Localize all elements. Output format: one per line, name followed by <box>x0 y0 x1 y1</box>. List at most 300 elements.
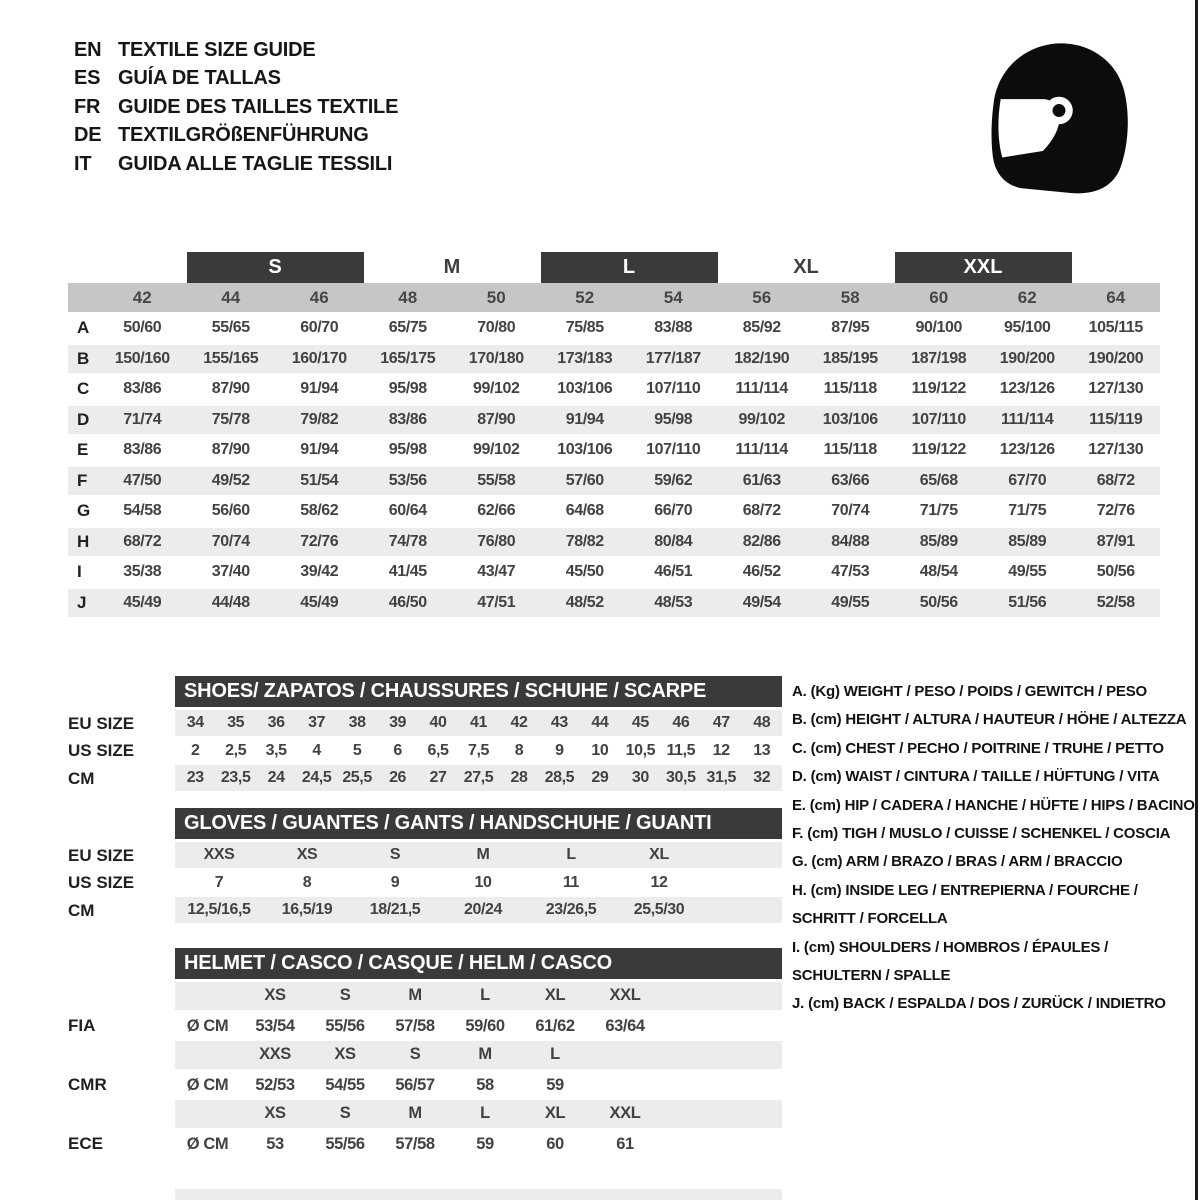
helmet-values-row-cmr <box>68 1071 782 1101</box>
helmet-value: 54/55 <box>325 1075 365 1094</box>
size-value: 54/58 <box>123 502 162 520</box>
language-code: FR <box>74 95 101 118</box>
cell-value: 38 <box>348 713 366 731</box>
cell-value: 16,5/19 <box>281 900 333 918</box>
size-value: 76/80 <box>477 532 516 550</box>
size-value: 87/90 <box>477 410 516 428</box>
shoes-row-cm <box>68 765 782 793</box>
sizes-cells <box>175 1100 782 1130</box>
helmet-size: M <box>408 986 422 1005</box>
cell-value: 30,5 <box>666 768 696 786</box>
numeric-size: 58 <box>840 287 860 307</box>
gloves-rows <box>68 842 782 925</box>
gloves-section-header: GLOVES / GUANTES / GANTS / HANDSCHUHE / GUANTI <box>175 808 782 839</box>
row-letter: I <box>77 562 82 582</box>
size-value: 45/49 <box>123 593 162 611</box>
size-value: 48/54 <box>919 563 958 581</box>
shoes-section <box>68 676 782 793</box>
helmet-value: 55/56 <box>325 1016 365 1035</box>
size-value: 115/118 <box>823 441 877 459</box>
legend-item-c: C. (cm) CHEST / PECHO / POITRINE / TRUHE / PETTO <box>792 739 1164 757</box>
legend-item-f: F. (cm) TIGH / MUSLO / CUISSE / SCHENKEL / COSCIA <box>792 825 1171 843</box>
size-value: 64/68 <box>565 502 604 520</box>
size-value: 46/52 <box>742 563 781 581</box>
size-value: 85/89 <box>919 532 958 550</box>
size-value: 35/38 <box>123 563 162 581</box>
size-value: 123/126 <box>999 441 1055 459</box>
size-value: 50/56 <box>919 593 958 611</box>
size-letter-l: L <box>541 252 718 283</box>
size-value: 37/40 <box>211 563 250 581</box>
size-value: 51/54 <box>300 471 339 489</box>
size-value: 90/100 <box>915 319 963 337</box>
legend-item-d: D. (cm) WAIST / CINTURA / TAILLE / HÜFTUNG / VITA <box>792 768 1160 786</box>
textile-row-a <box>68 314 1160 345</box>
legend <box>792 678 1196 1019</box>
cell-value: 34 <box>186 713 204 731</box>
cell-value: XXS <box>203 845 235 863</box>
size-value: 185/195 <box>822 349 878 367</box>
size-value: 160/170 <box>291 349 347 367</box>
size-value: 105/115 <box>1088 319 1143 337</box>
size-value: 49/54 <box>742 593 781 611</box>
size-letter-xxl: XXL <box>895 252 1072 283</box>
size-value: 190/200 <box>1088 349 1144 367</box>
row-label <box>68 1100 175 1130</box>
size-value: 103/106 <box>822 410 878 428</box>
size-value: 62/66 <box>477 502 516 520</box>
helmet-value: 63/64 <box>605 1016 645 1035</box>
helmet-value: 59 <box>546 1075 564 1094</box>
textile-row-g <box>68 497 1160 528</box>
row-letter: F <box>77 470 88 490</box>
textile-row-h <box>68 528 1160 559</box>
size-value: 70/74 <box>211 532 250 550</box>
cell-value: 6,5 <box>427 742 449 760</box>
bottom-partial-stripe <box>175 1189 782 1200</box>
size-value: 49/55 <box>831 593 870 611</box>
size-value: 91/94 <box>565 410 604 428</box>
size-value: 173/183 <box>557 349 613 367</box>
row-letter: H <box>77 531 90 551</box>
page-right-border <box>1195 0 1198 1200</box>
helmet-value: 59/60 <box>465 1016 505 1035</box>
row-cells <box>175 897 782 925</box>
size-value: 99/102 <box>472 441 520 459</box>
shoes-section-header: SHOES/ ZAPATOS / CHAUSSURES / SCHUHE / SCARPE <box>175 676 782 707</box>
helmet-value: 52/53 <box>255 1075 295 1094</box>
cell-value: 44 <box>591 713 609 731</box>
row-cells <box>175 765 782 793</box>
size-value: 63/66 <box>831 471 870 489</box>
helmet-value <box>590 1071 660 1101</box>
cell-value: 29 <box>591 768 609 786</box>
size-value: 123/126 <box>999 380 1055 398</box>
textile-row-f <box>68 467 1160 498</box>
row-letter: D <box>77 409 90 429</box>
standard-label: ECE <box>68 1134 103 1154</box>
row-label <box>68 1041 175 1071</box>
size-value: 85/92 <box>742 319 781 337</box>
size-value: 91/94 <box>300 441 339 459</box>
cell-value: 28 <box>510 768 528 786</box>
legend-item-j: J. (cm) BACK / ESPALDA / DOS / ZURÜCK / INDIETRO <box>792 995 1166 1013</box>
textile-row-j <box>68 589 1160 620</box>
cell-value: 7 <box>214 874 224 892</box>
cell-value: 11 <box>562 874 580 892</box>
cell-value: 10,5 <box>625 742 656 760</box>
legend-item-g: G. (cm) ARM / BRAZO / BRAS / ARM / BRACCIO <box>792 853 1123 871</box>
numeric-size: 56 <box>752 287 772 307</box>
row-letter: C <box>77 379 90 399</box>
legend-item-i: I. (cm) SHOULDERS / HOMBROS / ÉPAULES / SCHULTERN / SPALLE <box>792 938 1109 985</box>
size-value: 51/56 <box>1008 593 1047 611</box>
size-value: 57/60 <box>565 471 604 489</box>
legend-item-h: H. (cm) INSIDE LEG / ENTREPIERNA / FOURCHE / SCHRITT / FORCELLA <box>792 881 1138 928</box>
row-cells <box>175 870 782 898</box>
size-value: 70/74 <box>831 502 870 520</box>
cell-value: 23/26,5 <box>545 900 597 918</box>
sizes-cells <box>175 1041 782 1071</box>
size-value: 65/75 <box>388 319 427 337</box>
cell-value: L <box>566 845 576 863</box>
helmet-values-row-fia <box>68 1012 782 1042</box>
row-label: US SIZE <box>68 873 135 893</box>
guide-title: GUÍA DE TALLAS <box>118 67 281 90</box>
standard-label: CMR <box>68 1075 107 1095</box>
helmet-size: M <box>408 1104 422 1123</box>
textile-row-b <box>68 345 1160 376</box>
helmet-size: L <box>550 1045 560 1064</box>
size-value: 127/130 <box>1088 380 1144 398</box>
cell-value: 41 <box>469 713 487 731</box>
row-cells <box>175 710 782 738</box>
gloves-row-eu-size <box>68 842 782 870</box>
size-value: 74/78 <box>388 532 427 550</box>
cell-value: 30 <box>631 768 649 786</box>
cell-value: 35 <box>227 713 245 731</box>
size-value: 84/88 <box>831 532 870 550</box>
textile-row-c <box>68 375 1160 406</box>
values-cells <box>175 1130 782 1160</box>
cell-value: 32 <box>753 768 771 786</box>
size-value: 111/114 <box>735 441 788 459</box>
title-row-de <box>74 122 398 151</box>
helmet-value: 53 <box>266 1134 284 1153</box>
size-value: 115/118 <box>823 380 877 398</box>
size-value: 87/91 <box>1096 532 1135 550</box>
helmet-value: 59 <box>476 1134 494 1153</box>
textile-rows <box>68 314 1160 619</box>
gloves-row-us-size <box>68 870 782 898</box>
row-letter: E <box>77 440 89 460</box>
size-value: 53/56 <box>388 471 427 489</box>
row-letter: G <box>77 501 91 521</box>
row-label: CM <box>68 768 95 788</box>
helmet-sizes-row-ece <box>68 1100 782 1130</box>
textile-row-d <box>68 406 1160 437</box>
size-value: 70/80 <box>477 319 516 337</box>
numeric-size: 64 <box>1106 287 1126 307</box>
size-value: 71/74 <box>123 410 162 428</box>
helmet-value: 61/62 <box>535 1016 575 1035</box>
cell-value: 42 <box>510 713 528 731</box>
cell-value: 10 <box>591 742 609 760</box>
size-value: 48/53 <box>654 593 693 611</box>
size-value: 43/47 <box>477 563 516 581</box>
diameter-label: Ø CM <box>186 1134 229 1153</box>
size-value: 95/100 <box>1003 319 1051 337</box>
cell-value: 37 <box>308 713 326 731</box>
shoes-rows <box>68 710 782 793</box>
size-value: 91/94 <box>300 380 339 398</box>
size-value: 150/160 <box>114 349 170 367</box>
helmet-value: 57/58 <box>395 1016 435 1035</box>
size-value: 61/63 <box>742 471 781 489</box>
helmet-size: XXL <box>609 1104 641 1123</box>
numeric-size: 60 <box>929 287 949 307</box>
row-letter: B <box>77 348 90 368</box>
cell-value: 27,5 <box>463 768 494 786</box>
gloves-row-cm <box>68 897 782 925</box>
helmet-size: S <box>339 1104 351 1123</box>
cell-value: S <box>389 845 401 863</box>
size-value: 50/60 <box>123 319 162 337</box>
size-value: 127/130 <box>1088 441 1144 459</box>
legend-item-b: B. (cm) HEIGHT / ALTURA / HAUTEUR / HÖHE / ALTEZZA <box>792 711 1187 729</box>
cell-value: 13 <box>753 742 771 760</box>
cell-value: 25,5/30 <box>633 900 685 918</box>
row-label <box>68 982 175 1012</box>
size-value: 46/50 <box>388 593 427 611</box>
language-code: EN <box>74 38 102 61</box>
cell-value: 12 <box>712 742 730 760</box>
textile-size-letters-row <box>68 252 1160 283</box>
helmet-size: XL <box>544 1104 566 1123</box>
helmet-value: 58 <box>476 1075 494 1094</box>
helmet-rows <box>68 982 782 1159</box>
size-value: 107/110 <box>911 410 966 428</box>
helmet-size: XL <box>544 986 566 1005</box>
size-value: 49/55 <box>1008 563 1047 581</box>
cell-value: 36 <box>267 713 285 731</box>
helmet-size: L <box>480 986 490 1005</box>
size-value: 79/82 <box>300 410 339 428</box>
size-value: 46/51 <box>654 563 693 581</box>
textile-size-table <box>68 252 1160 619</box>
size-value: 60/70 <box>300 319 339 337</box>
size-value: 111/114 <box>1001 410 1054 428</box>
helmet-size: S <box>339 986 351 1005</box>
cell-value: 18/21,5 <box>369 900 421 918</box>
standard-label: FIA <box>68 1016 96 1036</box>
cell-value: 48 <box>753 713 771 731</box>
cell-value: 43 <box>550 713 568 731</box>
size-value: 95/98 <box>654 410 693 428</box>
size-value: 78/82 <box>565 532 604 550</box>
helmet-section-header: HELMET / CASCO / CASQUE / HELM / CASCO <box>175 948 782 979</box>
cell-value: 2 <box>190 742 200 760</box>
numeric-size: 50 <box>486 287 506 307</box>
helmet-values-row-ece <box>68 1130 782 1160</box>
guide-title: TEXTILGRÖßENFÜHRUNG <box>118 124 369 147</box>
cell-value: XL <box>649 845 669 863</box>
size-value: 48/52 <box>565 593 604 611</box>
shoes-row-us-size <box>68 738 782 766</box>
size-value: 182/190 <box>734 349 790 367</box>
size-value: 103/106 <box>557 441 613 459</box>
cell-value: 9 <box>390 874 400 892</box>
size-value: 71/75 <box>919 502 958 520</box>
diameter-label: Ø CM <box>186 1016 229 1035</box>
size-value: 45/49 <box>300 593 339 611</box>
helmet-section <box>68 948 782 1159</box>
size-value: 80/84 <box>654 532 693 550</box>
size-value: 87/90 <box>211 441 250 459</box>
numeric-size: 48 <box>398 287 418 307</box>
cell-value: 24,5 <box>301 768 332 786</box>
cell-value: 12,5/16,5 <box>187 900 251 918</box>
size-value: 52/58 <box>1096 593 1135 611</box>
size-value: 107/110 <box>646 380 701 398</box>
size-value: 83/86 <box>388 410 427 428</box>
size-value: 155/165 <box>203 349 259 367</box>
cell-value: 23 <box>186 768 204 786</box>
guide-title: TEXTILE SIZE GUIDE <box>118 38 316 61</box>
title-block <box>74 36 398 179</box>
cell-value: 3,5 <box>265 742 287 760</box>
size-value: 103/106 <box>557 380 613 398</box>
size-letter-m: M <box>443 256 461 278</box>
row-label: CM <box>68 900 95 920</box>
size-value: 85/89 <box>1008 532 1047 550</box>
size-value: 59/62 <box>654 471 693 489</box>
size-value: 55/58 <box>477 471 516 489</box>
size-value: 68/72 <box>1096 471 1135 489</box>
size-value: 99/102 <box>738 410 786 428</box>
cell-value: M <box>476 845 490 863</box>
row-cells <box>175 842 782 870</box>
size-value: 47/50 <box>123 471 162 489</box>
size-value: 45/50 <box>565 563 604 581</box>
size-value: 170/180 <box>468 349 524 367</box>
size-value: 82/86 <box>742 532 781 550</box>
helmet-value: 57/58 <box>395 1134 435 1153</box>
values-cells <box>175 1071 782 1101</box>
size-value: 68/72 <box>123 532 162 550</box>
size-letter-xl: XL <box>793 256 819 278</box>
row-label: US SIZE <box>68 741 135 761</box>
helmet-value: 56/57 <box>395 1075 435 1094</box>
size-value: 83/86 <box>123 441 162 459</box>
cell-value: 47 <box>712 713 730 731</box>
size-value: 67/70 <box>1008 471 1047 489</box>
cell-value: 28,5 <box>544 768 575 786</box>
size-value: 39/42 <box>300 563 339 581</box>
numeric-size: 44 <box>221 287 241 307</box>
values-cells <box>175 1012 782 1042</box>
size-value: 47/51 <box>477 593 516 611</box>
title-row-es <box>74 65 398 94</box>
cell-spacer <box>175 982 240 1010</box>
size-value: 190/200 <box>999 349 1055 367</box>
size-value: 60/64 <box>388 502 427 520</box>
numeric-row-spacer <box>68 283 98 312</box>
cell-value: 4 <box>312 742 321 760</box>
size-value: 50/56 <box>1096 563 1135 581</box>
guide-title: GUIDE DES TAILLES TEXTILE <box>118 95 399 118</box>
cell-value: 39 <box>389 713 407 731</box>
numeric-size: 46 <box>309 287 329 307</box>
cell-value: 31,5 <box>706 768 737 786</box>
textile-row-i <box>68 558 1160 589</box>
cell-value: 20/24 <box>463 900 503 918</box>
textile-numeric-row <box>68 283 1160 314</box>
size-value: 107/110 <box>646 441 701 459</box>
helmet-size: XS <box>264 986 286 1005</box>
size-value: 87/95 <box>831 319 870 337</box>
size-value: 68/72 <box>742 502 781 520</box>
cell-value: 11,5 <box>666 742 696 760</box>
cell-value: 8 <box>302 874 312 892</box>
size-value: 187/198 <box>911 349 967 367</box>
helmet-size: L <box>480 1104 490 1123</box>
helmet-sizes-row-cmr <box>68 1041 782 1071</box>
size-value: 99/102 <box>472 380 520 398</box>
numeric-size: 62 <box>1017 287 1037 307</box>
size-value: 75/85 <box>565 319 604 337</box>
cell-value: 27 <box>429 768 447 786</box>
size-value: 56/60 <box>211 502 250 520</box>
helmet-size: XXS <box>259 1045 291 1064</box>
title-row-fr <box>74 93 398 122</box>
cell-value: 12 <box>650 874 668 892</box>
size-value: 58/62 <box>300 502 339 520</box>
textile-row-e <box>68 436 1160 467</box>
cell-spacer <box>175 1041 240 1069</box>
cell-value: 8 <box>514 742 524 760</box>
size-value: 66/70 <box>654 502 693 520</box>
size-value: 87/90 <box>211 380 250 398</box>
legend-item-a: A. (Kg) WEIGHT / PESO / POIDS / GEWITCH / PESO <box>792 683 1147 700</box>
size-value: 55/65 <box>211 319 250 337</box>
cell-value: 5 <box>352 742 362 760</box>
helmet-sizes-row-fia <box>68 982 782 1012</box>
helmet-value: 53/54 <box>255 1016 295 1035</box>
row-label: EU SIZE <box>68 845 135 865</box>
row-label: EU SIZE <box>68 713 135 733</box>
row-cells <box>175 738 782 766</box>
row-letter: A <box>77 318 90 338</box>
helmet-size: XXL <box>609 986 641 1005</box>
size-value: 49/52 <box>211 471 250 489</box>
cell-value: 25,5 <box>342 768 372 786</box>
cell-value: XS <box>296 845 318 863</box>
size-value: 71/75 <box>1008 502 1047 520</box>
helmet-size: XS <box>264 1104 286 1123</box>
legend-item-e: E. (cm) HIP / CADERA / HANCHE / HÜFTE / HIPS / BACINO <box>792 796 1195 814</box>
helmet-value: 61 <box>616 1134 634 1153</box>
language-code: ES <box>74 67 101 90</box>
helmet-size <box>590 1041 660 1069</box>
cell-value: 45 <box>631 713 649 731</box>
title-row-en <box>74 36 398 65</box>
helmet-size: XS <box>334 1045 356 1064</box>
helmet-size: M <box>478 1045 492 1064</box>
helmet-value: 55/56 <box>325 1134 365 1153</box>
cell-value: 9 <box>555 742 564 760</box>
language-code: DE <box>74 124 102 147</box>
